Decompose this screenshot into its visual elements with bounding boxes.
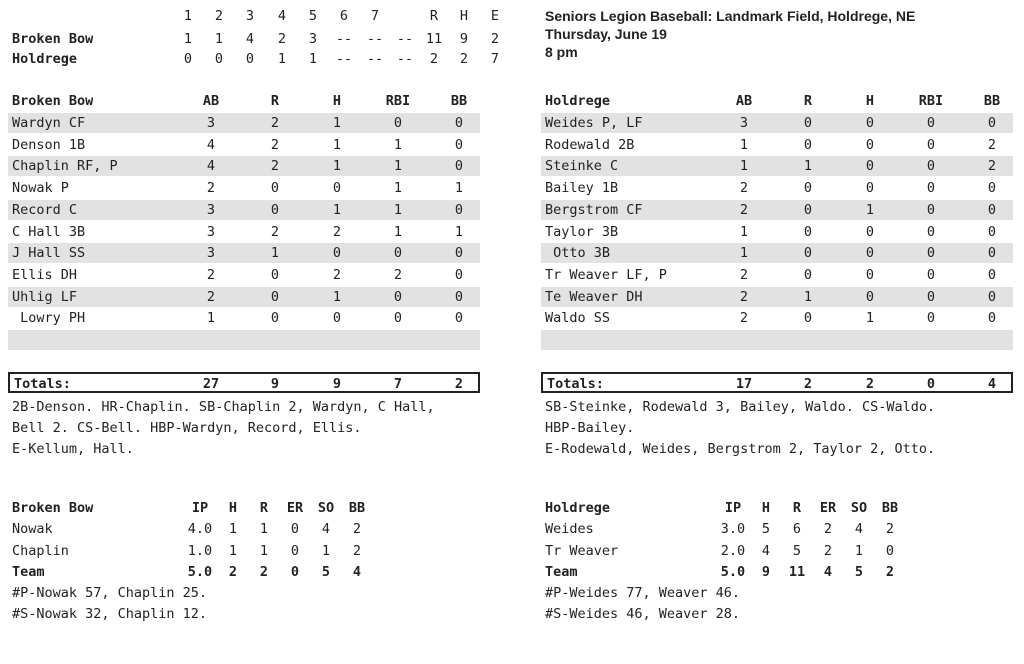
table-row bbox=[8, 178, 480, 198]
stat-cell: 0 bbox=[926, 310, 936, 327]
stat-cell: 2 bbox=[987, 158, 997, 175]
pitching-col-header: H bbox=[761, 500, 771, 516]
stat-cell: 1 bbox=[454, 180, 464, 197]
pitching-stat-cell: 4 bbox=[761, 542, 771, 559]
player-name: Weides P, LF bbox=[545, 115, 643, 131]
linescore-score: 2 bbox=[490, 31, 500, 47]
pitching-stat-cell: 9 bbox=[761, 564, 771, 580]
stat-cell: 0 bbox=[865, 245, 875, 262]
inning-header: 2 bbox=[214, 8, 224, 24]
pitching-note: #P-Weides 77, Weaver 46. bbox=[545, 585, 741, 601]
player-name: C Hall 3B bbox=[12, 223, 86, 240]
batting-col-header: R bbox=[803, 93, 813, 109]
pitching-col-header: ER bbox=[286, 500, 304, 516]
pitching-col-header: BB bbox=[348, 500, 366, 516]
pitching-stat-cell: 5.0 bbox=[720, 564, 746, 580]
stat-cell: 0 bbox=[270, 180, 280, 197]
inning-header: 7 bbox=[370, 8, 380, 24]
player-name: Bailey 1B bbox=[545, 180, 619, 197]
pitching-stat-cell: 5 bbox=[761, 521, 771, 537]
stat-cell: 0 bbox=[803, 136, 813, 153]
pitching-col-header: IP bbox=[191, 500, 209, 516]
player-name: J Hall SS bbox=[12, 245, 86, 262]
stat-cell: 3 bbox=[206, 245, 216, 262]
linescore-score: 2 bbox=[277, 31, 287, 47]
batting-note: SB-Steinke, Rodewald 3, Bailey, Waldo. CS-Waldo. bbox=[545, 399, 936, 415]
stat-cell: 0 bbox=[803, 245, 813, 262]
linescore-score: -- bbox=[396, 31, 414, 47]
pitching-note: #S-Nowak 32, Chaplin 12. bbox=[12, 606, 208, 622]
pitching-stat-cell: 4 bbox=[321, 521, 331, 537]
linescore-score: 2 bbox=[459, 51, 469, 67]
totals-row bbox=[541, 372, 1013, 393]
inning-header: 6 bbox=[339, 8, 349, 24]
player-name: Lowry PH bbox=[12, 310, 86, 327]
stat-cell: 0 bbox=[987, 266, 997, 283]
stat-cell: 0 bbox=[270, 201, 280, 218]
stat-cell: 1 bbox=[332, 136, 342, 153]
pitching-stat-cell: 2 bbox=[885, 564, 895, 580]
stat-cell: 3 bbox=[206, 115, 216, 131]
totals-cell: 2 bbox=[865, 376, 875, 392]
stat-cell: 2 bbox=[206, 288, 216, 305]
stat-cell: 0 bbox=[454, 310, 464, 327]
inning-header: H bbox=[459, 8, 469, 24]
batting-note: E-Kellum, Hall. bbox=[12, 441, 134, 457]
pitching-stat-cell: 4.0 bbox=[187, 521, 213, 537]
linescore-score: -- bbox=[335, 51, 353, 67]
player-name: Rodewald 2B bbox=[545, 136, 635, 153]
stat-cell: 0 bbox=[454, 136, 464, 153]
player-name: Nowak P bbox=[12, 180, 69, 197]
pitching-col-header: SO bbox=[850, 500, 868, 516]
pitching-col-header: SO bbox=[317, 500, 335, 516]
batting-col-header: R bbox=[270, 93, 280, 109]
stat-cell: 0 bbox=[926, 266, 936, 283]
player-name: Uhlig LF bbox=[12, 288, 78, 305]
stat-cell: 0 bbox=[926, 115, 936, 131]
stat-cell: 1 bbox=[332, 288, 342, 305]
table-row bbox=[8, 308, 480, 328]
player-name: Taylor 3B bbox=[545, 223, 619, 240]
table-row bbox=[8, 243, 480, 263]
stat-cell: 0 bbox=[270, 288, 280, 305]
stat-cell: 1 bbox=[739, 136, 749, 153]
pitching-stat-cell: 2 bbox=[823, 542, 833, 559]
batting-note: HBP-Bailey. bbox=[545, 420, 635, 436]
stat-cell: 0 bbox=[803, 266, 813, 283]
stat-cell: 2 bbox=[332, 266, 342, 283]
inning-header: R bbox=[429, 8, 439, 24]
stat-cell: 1 bbox=[865, 310, 875, 327]
inning-header: 5 bbox=[308, 8, 318, 24]
stat-cell: 0 bbox=[803, 201, 813, 218]
stat-cell: 0 bbox=[926, 136, 936, 153]
stat-cell: 1 bbox=[393, 180, 403, 197]
pitching-stat-cell: 2 bbox=[823, 521, 833, 537]
stat-cell: 4 bbox=[206, 136, 216, 153]
stat-cell: 0 bbox=[987, 180, 997, 197]
player-name: Tr Weaver LF, P bbox=[545, 266, 667, 283]
stat-cell: 2 bbox=[270, 158, 280, 175]
pitching-stat-cell: 1.0 bbox=[187, 542, 213, 559]
stat-cell: 0 bbox=[270, 310, 280, 327]
table-row bbox=[8, 113, 480, 133]
pitching-stat-cell: 5 bbox=[792, 542, 802, 559]
linescore-team-name: Broken Bow bbox=[12, 31, 94, 47]
linescore-score: 11 bbox=[425, 31, 443, 47]
player-name: Denson 1B bbox=[12, 136, 86, 153]
pitcher-name: Tr Weaver bbox=[545, 542, 619, 559]
pitching-team-header: Broken Bow bbox=[12, 500, 94, 516]
stat-cell: 0 bbox=[803, 180, 813, 197]
stat-cell: 2 bbox=[739, 266, 749, 283]
stat-cell: 0 bbox=[454, 115, 464, 131]
inning-header: 3 bbox=[245, 8, 255, 24]
player-name: Wardyn CF bbox=[12, 115, 86, 131]
stat-cell: 0 bbox=[454, 266, 464, 283]
stat-cell: 3 bbox=[739, 115, 749, 131]
pitching-stat-cell: 1 bbox=[259, 542, 269, 559]
totals-label: Totals: bbox=[14, 376, 71, 392]
stat-cell: 1 bbox=[393, 136, 403, 153]
stat-cell: 0 bbox=[454, 158, 464, 175]
pitching-stat-cell: 5 bbox=[321, 564, 331, 580]
pitching-stat-cell: 0 bbox=[290, 564, 300, 580]
table-row bbox=[541, 156, 1013, 176]
totals-cell: 9 bbox=[270, 376, 280, 392]
stat-cell: 1 bbox=[739, 245, 749, 262]
table-row bbox=[8, 287, 480, 307]
inning-header: E bbox=[490, 8, 500, 24]
player-name: Otto 3B bbox=[545, 245, 611, 262]
pitching-stat-cell: 1 bbox=[321, 542, 331, 559]
linescore-score: 1 bbox=[183, 31, 193, 47]
stat-cell: 0 bbox=[332, 245, 342, 262]
stat-cell: 2 bbox=[987, 136, 997, 153]
totals-cell: 4 bbox=[987, 376, 997, 392]
linescore-score: 1 bbox=[277, 51, 287, 67]
stat-cell: 0 bbox=[393, 245, 403, 262]
table-row bbox=[541, 222, 1013, 242]
pitching-team-total-label: Team bbox=[545, 564, 578, 580]
player-name: Ellis DH bbox=[12, 266, 78, 283]
pitching-stat-cell: 2 bbox=[885, 521, 895, 537]
table-row bbox=[541, 178, 1013, 198]
table-row bbox=[8, 135, 480, 155]
stat-cell: 0 bbox=[803, 223, 813, 240]
stat-cell: 0 bbox=[865, 115, 875, 131]
linescore-score: -- bbox=[335, 31, 353, 47]
pitching-stat-cell: 3.0 bbox=[720, 521, 746, 537]
linescore-score: 4 bbox=[245, 31, 255, 47]
stat-cell: 0 bbox=[393, 115, 403, 131]
pitching-stat-cell: 1 bbox=[854, 542, 864, 559]
linescore-score: -- bbox=[366, 51, 384, 67]
stat-cell: 0 bbox=[393, 310, 403, 327]
stat-cell: 0 bbox=[926, 245, 936, 262]
stat-cell: 0 bbox=[926, 158, 936, 175]
totals-cell: 2 bbox=[803, 376, 813, 392]
stat-cell: 0 bbox=[987, 223, 997, 240]
batting-col-header: RBI bbox=[918, 93, 944, 109]
pitching-col-header: R bbox=[259, 500, 269, 516]
stat-cell: 2 bbox=[270, 115, 280, 131]
pitching-stat-cell: 0 bbox=[290, 542, 300, 559]
stat-cell: 2 bbox=[739, 201, 749, 218]
pitching-stat-cell: 0 bbox=[290, 521, 300, 537]
stat-cell: 0 bbox=[332, 310, 342, 327]
batting-col-header: BB bbox=[983, 93, 1001, 109]
stat-cell: 2 bbox=[332, 223, 342, 240]
linescore-score: 1 bbox=[308, 51, 318, 67]
stat-cell: 1 bbox=[803, 158, 813, 175]
pitching-stat-cell: 4 bbox=[854, 521, 864, 537]
pitching-stat-cell: 2 bbox=[352, 521, 362, 537]
totals-cell: 0 bbox=[926, 376, 936, 392]
player-name: Record C bbox=[12, 201, 78, 218]
game-info bbox=[545, 7, 915, 61]
totals-row bbox=[8, 372, 480, 393]
stat-cell: 2 bbox=[739, 310, 749, 327]
stat-cell: 2 bbox=[206, 266, 216, 283]
linescore-score: 0 bbox=[183, 51, 193, 67]
stat-cell: 0 bbox=[865, 288, 875, 305]
table-row bbox=[8, 222, 480, 242]
linescore-score: 1 bbox=[214, 31, 224, 47]
stat-cell: 1 bbox=[865, 201, 875, 218]
pitching-col-header: R bbox=[792, 500, 802, 516]
batting-note: 2B-Denson. HR-Chaplin. SB-Chaplin 2, Wardyn, C Hall, bbox=[12, 399, 435, 415]
linescore-team-name: Holdrege bbox=[12, 51, 78, 67]
stat-cell: 1 bbox=[393, 201, 403, 218]
stat-cell: 0 bbox=[865, 223, 875, 240]
player-name: Chaplin RF, P bbox=[12, 158, 118, 175]
pitching-stat-cell: 2.0 bbox=[720, 542, 746, 559]
totals-cell: 7 bbox=[393, 376, 403, 392]
player-name: Te Weaver DH bbox=[545, 288, 643, 305]
stat-cell: 0 bbox=[987, 115, 997, 131]
pitching-stat-cell: 1 bbox=[259, 521, 269, 537]
stat-cell: 0 bbox=[926, 288, 936, 305]
stat-cell: 0 bbox=[270, 266, 280, 283]
batting-col-header: AB bbox=[202, 93, 220, 109]
inning-header: 1 bbox=[183, 8, 193, 24]
pitching-stat-cell: 2 bbox=[228, 564, 238, 580]
pitching-stat-cell: 2 bbox=[352, 542, 362, 559]
table-row bbox=[541, 265, 1013, 285]
batting-note: Bell 2. CS-Bell. HBP-Wardyn, Record, Ellis. bbox=[12, 420, 362, 436]
linescore-score: 9 bbox=[459, 31, 469, 47]
stat-cell: 1 bbox=[332, 158, 342, 175]
stat-cell: 1 bbox=[739, 223, 749, 240]
linescore-score: -- bbox=[396, 51, 414, 67]
table-row bbox=[541, 243, 1013, 263]
pitching-col-header: BB bbox=[881, 500, 899, 516]
table-row bbox=[8, 330, 480, 350]
pitching-stat-cell: 4 bbox=[823, 564, 833, 580]
game-time: 8 pm bbox=[545, 44, 578, 60]
linescore-score: -- bbox=[366, 31, 384, 47]
stat-cell: 0 bbox=[987, 201, 997, 218]
stat-cell: 1 bbox=[206, 310, 216, 327]
pitching-note: #S-Weides 46, Weaver 28. bbox=[545, 606, 741, 622]
pitching-team-header: Holdrege bbox=[545, 500, 611, 516]
linescore-score: 0 bbox=[245, 51, 255, 67]
pitching-stat-cell: 1 bbox=[228, 542, 238, 559]
table-row bbox=[541, 330, 1013, 350]
batting-col-header: H bbox=[865, 93, 875, 109]
stat-cell: 4 bbox=[206, 158, 216, 175]
stat-cell: 0 bbox=[454, 201, 464, 218]
totals-cell: 27 bbox=[202, 376, 220, 392]
pitching-stat-cell: 5.0 bbox=[187, 564, 213, 580]
batting-note: E-Rodewald, Weides, Bergstrom 2, Taylor 2, Otto. bbox=[545, 441, 936, 457]
linescore-score: 2 bbox=[429, 51, 439, 67]
batting-col-header: RBI bbox=[385, 93, 411, 109]
table-row bbox=[541, 287, 1013, 307]
stat-cell: 0 bbox=[926, 223, 936, 240]
game-title: Seniors Legion Baseball: Landmark Field, Holdrege, NE bbox=[545, 8, 916, 24]
pitching-stat-cell: 5 bbox=[854, 564, 864, 580]
stat-cell: 0 bbox=[987, 310, 997, 327]
stat-cell: 2 bbox=[206, 180, 216, 197]
stat-cell: 0 bbox=[393, 288, 403, 305]
linescore-score: 3 bbox=[308, 31, 318, 47]
stat-cell: 0 bbox=[803, 310, 813, 327]
stat-cell: 0 bbox=[987, 288, 997, 305]
pitching-stat-cell: 2 bbox=[259, 564, 269, 580]
inning-header: 4 bbox=[277, 8, 287, 24]
pitching-col-header: ER bbox=[819, 500, 837, 516]
stat-cell: 2 bbox=[739, 180, 749, 197]
totals-cell: 9 bbox=[332, 376, 342, 392]
batting-team-header: Holdrege bbox=[545, 93, 611, 109]
stat-cell: 0 bbox=[865, 266, 875, 283]
table-row bbox=[8, 265, 480, 285]
player-name: Bergstrom CF bbox=[545, 201, 643, 218]
batting-col-header: AB bbox=[735, 93, 753, 109]
stat-cell: 1 bbox=[332, 115, 342, 131]
table-row bbox=[541, 200, 1013, 220]
batting-col-header: BB bbox=[450, 93, 468, 109]
stat-cell: 1 bbox=[270, 245, 280, 262]
stat-cell: 0 bbox=[865, 136, 875, 153]
pitcher-name: Weides bbox=[545, 521, 594, 537]
player-name: Steinke C bbox=[545, 158, 619, 175]
stat-cell: 2 bbox=[270, 223, 280, 240]
linescore-score: 7 bbox=[490, 51, 500, 67]
stat-cell: 0 bbox=[803, 115, 813, 131]
stat-cell: 1 bbox=[393, 158, 403, 175]
batting-team-header: Broken Bow bbox=[12, 93, 94, 109]
stat-cell: 3 bbox=[206, 223, 216, 240]
stat-cell: 1 bbox=[803, 288, 813, 305]
pitcher-name: Nowak bbox=[12, 521, 53, 537]
totals-label: Totals: bbox=[547, 376, 604, 392]
player-name: Waldo SS bbox=[545, 310, 611, 327]
table-row bbox=[8, 200, 480, 220]
stat-cell: 0 bbox=[454, 245, 464, 262]
stat-cell: 2 bbox=[393, 266, 403, 283]
stat-cell: 2 bbox=[739, 288, 749, 305]
table-row bbox=[541, 308, 1013, 328]
stat-cell: 0 bbox=[926, 201, 936, 218]
pitcher-name: Chaplin bbox=[12, 542, 69, 559]
pitching-stat-cell: 1 bbox=[228, 521, 238, 537]
stat-cell: 0 bbox=[926, 180, 936, 197]
pitching-stat-cell: 4 bbox=[352, 564, 362, 580]
stat-cell: 0 bbox=[332, 180, 342, 197]
stat-cell: 1 bbox=[332, 201, 342, 218]
pitching-col-header: H bbox=[228, 500, 238, 516]
pitching-note: #P-Nowak 57, Chaplin 25. bbox=[12, 585, 208, 601]
stat-cell: 2 bbox=[270, 136, 280, 153]
table-row bbox=[541, 113, 1013, 133]
stat-cell: 0 bbox=[865, 158, 875, 175]
pitching-stat-cell: 0 bbox=[885, 542, 895, 559]
stat-cell: 0 bbox=[865, 180, 875, 197]
pitching-stat-cell: 11 bbox=[788, 564, 806, 580]
totals-cell: 17 bbox=[735, 376, 753, 392]
stat-cell: 1 bbox=[393, 223, 403, 240]
table-row bbox=[541, 135, 1013, 155]
game-date: Thursday, June 19 bbox=[545, 26, 667, 42]
stat-cell: 3 bbox=[206, 201, 216, 218]
stat-cell: 1 bbox=[739, 158, 749, 175]
pitching-team-total-label: Team bbox=[12, 564, 45, 580]
linescore-score: 0 bbox=[214, 51, 224, 67]
stat-cell: 0 bbox=[454, 288, 464, 305]
pitching-col-header: IP bbox=[724, 500, 742, 516]
pitching-stat-cell: 6 bbox=[792, 521, 802, 537]
stat-cell: 0 bbox=[987, 245, 997, 262]
table-row bbox=[8, 156, 480, 176]
batting-col-header: H bbox=[332, 93, 342, 109]
stat-cell: 1 bbox=[454, 223, 464, 240]
totals-cell: 2 bbox=[454, 376, 464, 392]
